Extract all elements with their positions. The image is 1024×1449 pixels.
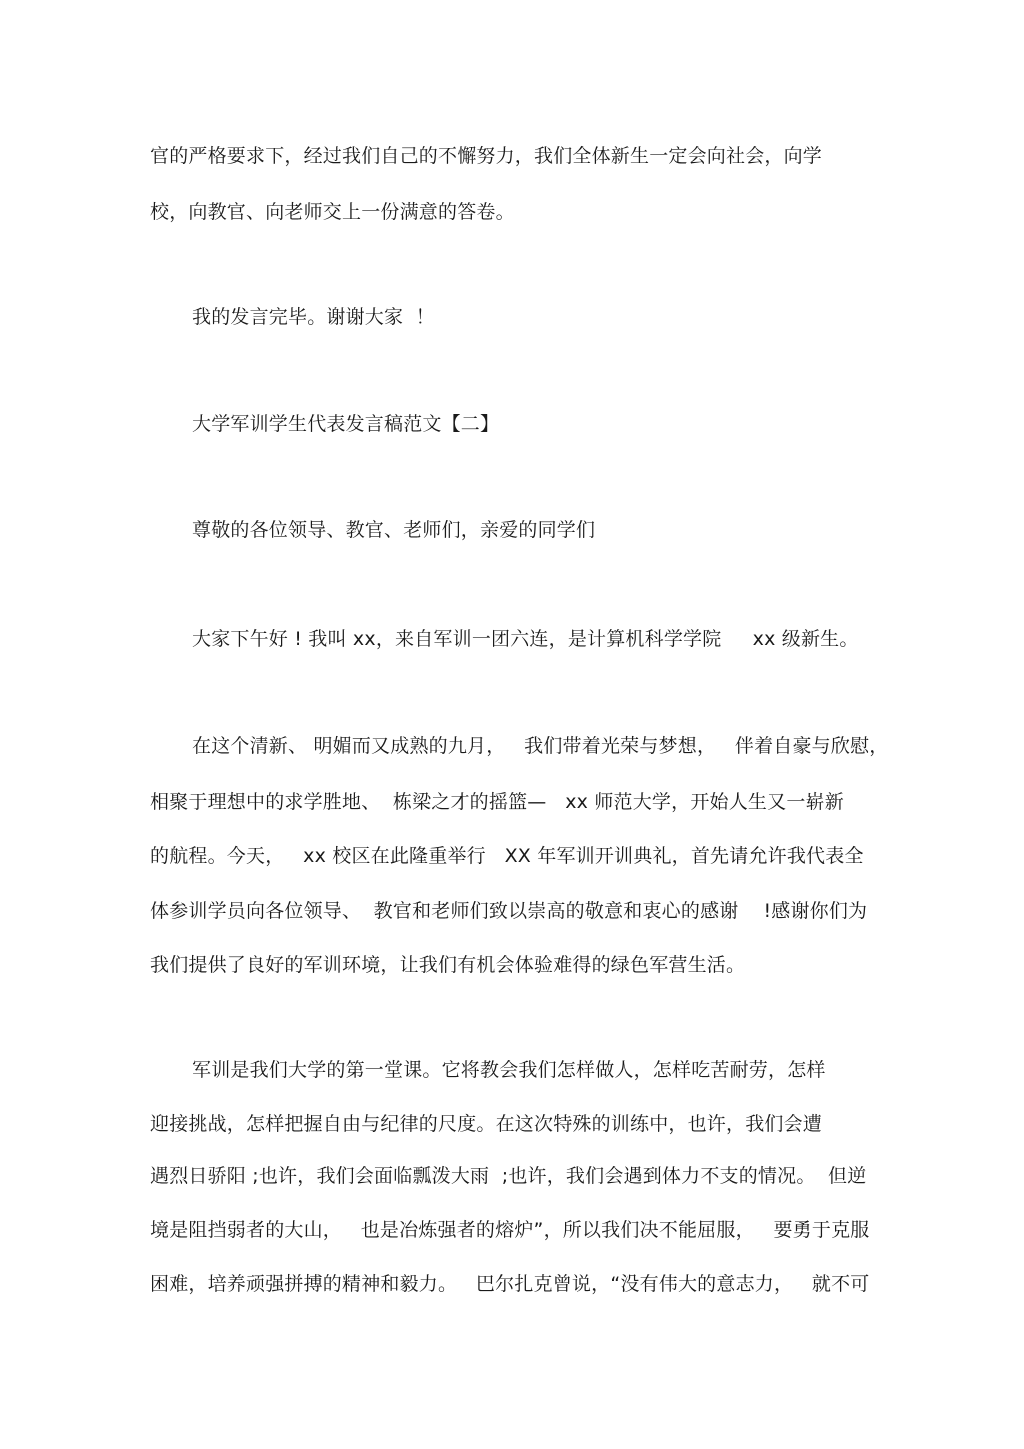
paragraph-line: 境是阻挡弱者的大山， 也是冶炼强者的熔炉”，所以我们决不能屈服， 要勇于克服 xyxy=(150,1219,870,1241)
greeting-line: 大家下午好 ! 我叫 xx，来自军训一团六连，是计算机科学学院 xx 级新生。 xyxy=(192,628,859,650)
paragraph-line: 体参训学员向各位领导、 教官和老师们致以崇高的敬意和衷心的感谢 !感谢你们为 xyxy=(150,900,868,922)
paragraph-line: 官的严格要求下，经过我们自己的不懈努力，我们全体新生一定会向社会，向学 xyxy=(150,145,823,167)
paragraph-line: 在这个清新、 明媚而又成熟的九月， 我们带着光荣与梦想， 伴着自豪与欣慰， xyxy=(192,735,889,757)
paragraph-line: 军训是我们大学的第一堂课。它将教会我们怎样做人，怎样吃苦耐劳，怎样 xyxy=(192,1059,826,1081)
paragraph-line: 的航程。今天， xx 校区在此隆重举行 XX 年军训开训典礼，首先请允许我代表全 xyxy=(150,845,864,867)
paragraph-line: 迎接挑战，怎样把握自由与纪律的尺度。在这次特殊的训练中，也许，我们会遭 xyxy=(150,1113,823,1135)
paragraph-line: 我们提供了良好的军训环境，让我们有机会体验难得的绿色军营生活。 xyxy=(150,954,746,976)
paragraph-line: 校，向教官、向老师交上一份满意的答卷。 xyxy=(150,201,515,223)
closing-line: 我的发言完毕。谢谢大家 ！ xyxy=(192,306,435,328)
paragraph-line: 困难，培养顽强拼搏的精神和毅力。 巴尔扎克曾说，“没有伟大的意志力， 就不可 xyxy=(150,1273,870,1295)
section-title: 大学军训学生代表发言稿范文【二】 xyxy=(192,413,500,435)
paragraph-line: 相聚于理想中的求学胜地、 栋梁之才的摇篮— xx 师范大学，开始人生又一崭新 xyxy=(150,791,844,813)
salutation-line: 尊敬的各位领导、教官、老师们，亲爱的同学们 xyxy=(192,519,596,541)
paragraph-line: 遇烈日骄阳 ;也许，我们会面临瓢泼大雨 ;也许，我们会遇到体力不支的情况。 但逆 xyxy=(150,1165,867,1187)
